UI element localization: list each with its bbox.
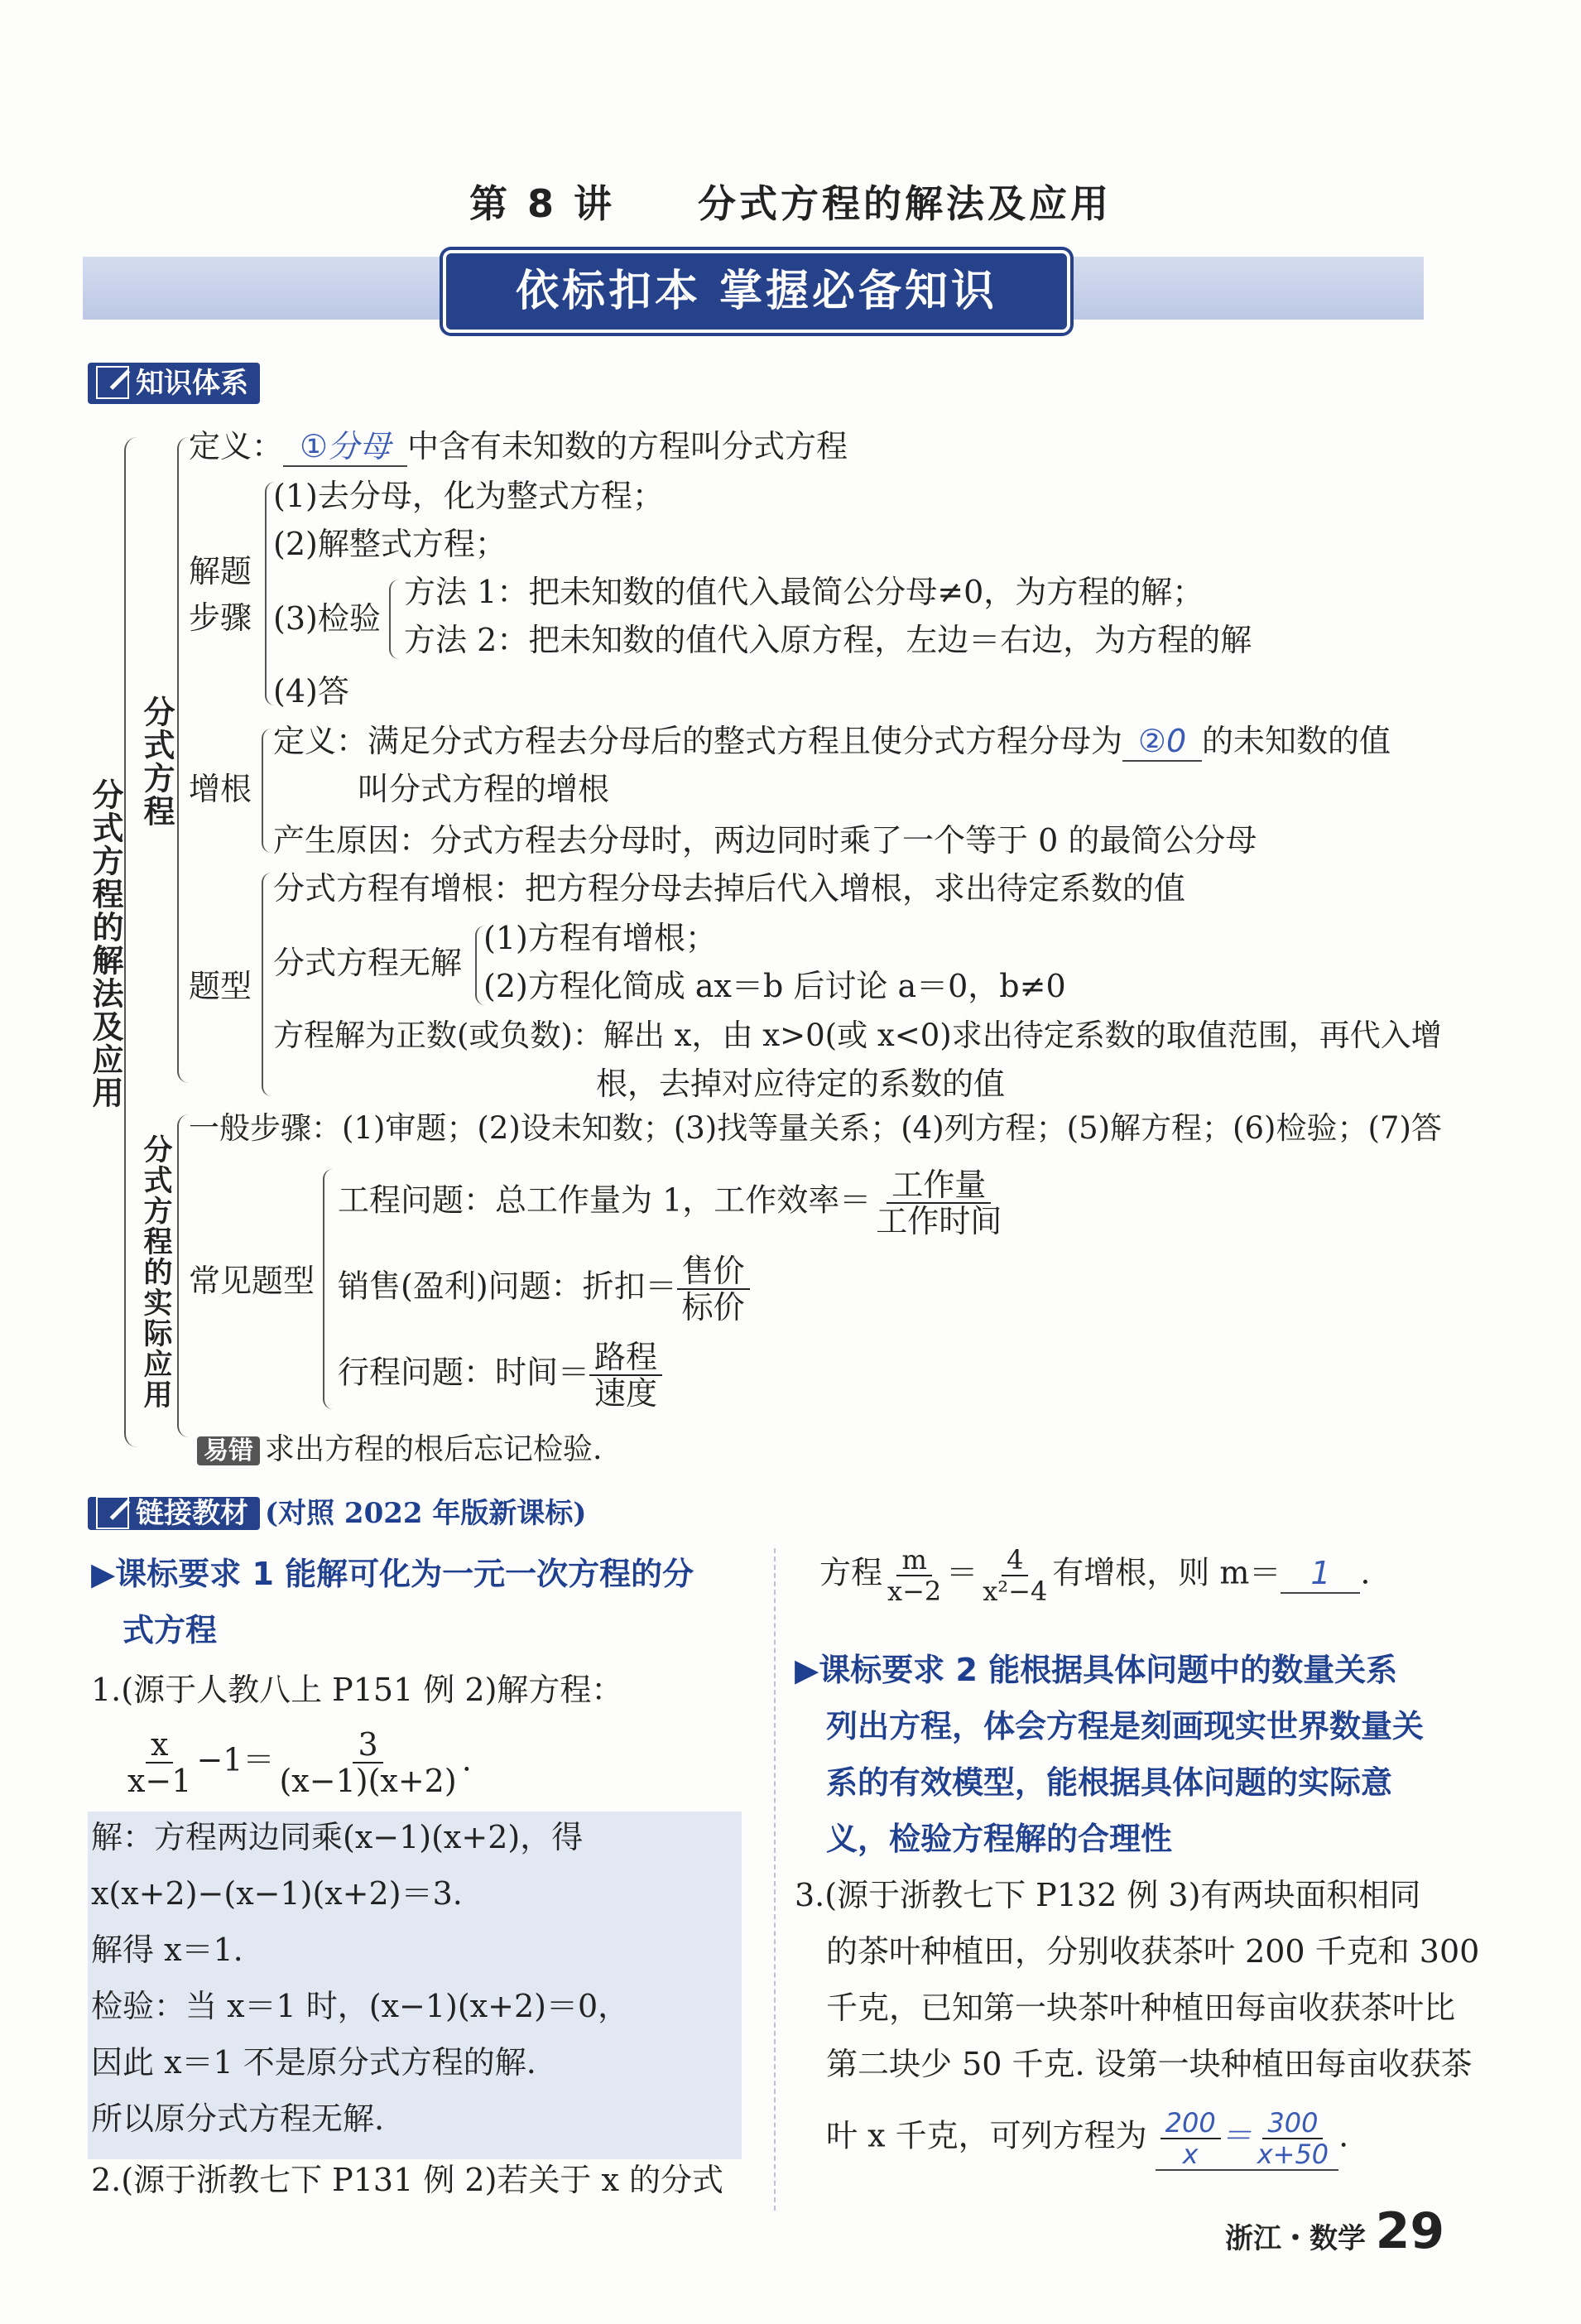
- section-tag-knowledge: [88, 363, 260, 404]
- method-2: 方法 2：把未知数的值代入原方程，左边＝右边，为方程的解: [404, 622, 1252, 658]
- work-denominator: 工作时间: [876, 1203, 1002, 1239]
- q2-f1-den: x−2: [887, 1576, 942, 1607]
- q3-a-num: 200: [1161, 2108, 1221, 2139]
- tixing-2a: (1)方程有增根；: [483, 920, 717, 956]
- question-3-line: 千克，已知第一块茶叶种植田每亩收获茶叶比: [826, 1990, 1456, 2026]
- requirement-2-line: 义，检验方程解的合理性: [826, 1821, 1173, 1857]
- work-problem: [338, 1167, 1007, 1239]
- tixing-2-label: 分式方程无解: [273, 945, 463, 981]
- zenggen-label: 增根: [189, 771, 252, 807]
- discount-fraction: [677, 1253, 750, 1325]
- check-brace: [389, 580, 399, 659]
- branch-application: 分式方程的实际应用: [139, 1134, 173, 1410]
- travel-prefix: 行程问题：时间＝: [338, 1354, 590, 1391]
- q3-a-den: x: [1182, 2139, 1199, 2170]
- question-3-line: 3.(源于浙教七下 P132 例 3)有两块面积相同: [795, 1877, 1421, 1913]
- requirement-2-line: 列出方程，体会方程是刻画现实世界数量关: [826, 1708, 1425, 1744]
- zenggen-brace: [262, 729, 272, 853]
- work-numerator: 工作量: [887, 1167, 991, 1204]
- section-label: 知识体系: [136, 367, 248, 400]
- solution-line: 检验：当 x＝1 时，(x−1)(x+2)＝0，: [91, 1988, 630, 2024]
- requirement-1-line1: ▶课标要求 1 能解可化为一元一次方程的分: [91, 1556, 694, 1592]
- question-3-last-line: [826, 2108, 1348, 2171]
- def-prefix: 定义：: [189, 428, 284, 464]
- branch-fractional-equation: 分式方程: [138, 695, 175, 828]
- q1-rhs-den: (x−1)(x+2): [279, 1763, 457, 1799]
- error-text: 求出方程的根后忘记检验.: [265, 1432, 603, 1466]
- sale-denominator: 标价: [681, 1289, 745, 1326]
- root-brace: [124, 437, 137, 1447]
- question-2-head: 2.(源于浙教七下 P131 例 2)若关于 x 的分式: [91, 2162, 724, 2198]
- q2-eq: ＝: [946, 1554, 978, 1591]
- branch2-brace: [177, 1114, 189, 1437]
- error-tag: 易错: [197, 1436, 260, 1465]
- def-suffix: 中含有未知数的方程叫分式方程: [407, 428, 848, 464]
- method-1: 方法 1：把未知数的值代入最简公分母≠0，为方程的解；: [404, 574, 1204, 610]
- q1-lhs-num: x: [146, 1727, 173, 1763]
- pen-icon: [96, 366, 129, 399]
- lecture-title: [0, 174, 1581, 229]
- q2-fraction-1: [882, 1545, 946, 1606]
- q3-last-prefix: 叶 x 千克，可列方程为: [826, 2117, 1147, 2154]
- requirement-2-line: 系的有效模型，能根据具体问题的实际意: [826, 1764, 1393, 1801]
- q2-prefix: 方程: [819, 1554, 883, 1591]
- requirement-2-line: ▶课标要求 2 能根据具体问题中的数量关系: [795, 1652, 1398, 1688]
- q3-end: .: [1338, 2117, 1349, 2154]
- zenggen-reason: 产生原因：分式方程去分母时，两边同时乘了一个等于 0 的最简公分母: [273, 822, 1257, 859]
- q2-end: .: [1360, 1554, 1371, 1591]
- column-divider: [774, 1548, 776, 2211]
- q1-rhs-num: 3: [353, 1727, 382, 1763]
- q1-end: .: [461, 1741, 472, 1778]
- steps-label: 解题步骤: [189, 553, 252, 636]
- tixing-3-line1: 方程解为正数(或负数)：解出 x，由 x>0(或 x<0)求出待定系数的取值范围，再代入增: [273, 1018, 1442, 1053]
- sale-prefix: 销售(盈利)问题：折扣＝: [338, 1268, 677, 1305]
- def-line: [189, 427, 848, 467]
- answer-blank-1: ①分母: [283, 427, 407, 467]
- tree-root-label: 分式方程的解法及应用: [87, 778, 124, 1109]
- tixing-3-line2: 根，去掉对应待定的系数的值: [596, 1066, 1006, 1102]
- q1-lhs-fraction: [123, 1727, 196, 1798]
- solution-line: 所以原分式方程无解.: [91, 2100, 385, 2137]
- step-1: (1)去分母，化为整式方程；: [273, 478, 664, 514]
- lecture-number: 第 8 讲: [469, 181, 615, 226]
- tixing-1: 分式方程有增根：把方程分母去掉后代入增根，求出待定系数的值: [273, 870, 1186, 907]
- step-3: (3)检验: [273, 600, 381, 637]
- answer-blank-q3: [1156, 2108, 1339, 2171]
- question-1-head: 1.(源于人教八上 P151 例 2)解方程：: [91, 1672, 623, 1708]
- step-4: (4)答: [273, 673, 349, 710]
- zenggen-def-suffix: 的未知数的值: [1202, 723, 1391, 759]
- q3-fraction-a: [1161, 2108, 1221, 2169]
- question-3-line: 第二块少 50 千克. 设第一块种植田每亩收获茶: [826, 2046, 1473, 2082]
- question-1-equation: [123, 1727, 472, 1798]
- zenggen-def-line2: 叫分式方程的增根: [358, 771, 610, 807]
- answer-blank-q2: 1: [1281, 1554, 1360, 1594]
- answer-blank-2: ②0: [1122, 722, 1202, 762]
- banner: 依标扣本 掌握必备知识: [443, 250, 1070, 333]
- q3-b-den: x+50: [1257, 2139, 1329, 2170]
- page-number: 29: [1375, 2202, 1445, 2260]
- sale-problem: [338, 1253, 750, 1325]
- error-note: [197, 1429, 602, 1469]
- solution-line: x(x+2)−(x−1)(x+2)＝3.: [91, 1875, 463, 1912]
- branch1-brace: [177, 437, 189, 1083]
- page-footer: [1225, 2202, 1444, 2260]
- travel-numerator: 路程: [589, 1340, 662, 1376]
- section-note: (对照 2022 年版新课标): [265, 1497, 587, 1530]
- question-3-line: 的茶叶种植田，分别收获茶叶 200 千克和 300: [826, 1933, 1480, 1970]
- q2-f2-num: 4: [1002, 1545, 1028, 1576]
- section-tag-textbook: [88, 1497, 260, 1530]
- tixing-label: 题型: [189, 968, 252, 1004]
- section-label: 链接教材: [136, 1497, 248, 1530]
- q2-suffix: 有增根，则 m＝: [1052, 1554, 1281, 1591]
- q1-lhs-den: x−1: [127, 1763, 192, 1799]
- q2-f1-num: m: [896, 1545, 931, 1576]
- sale-numerator: 售价: [677, 1253, 750, 1290]
- q1-rhs-fraction: [274, 1727, 461, 1798]
- step-2: (2)解整式方程；: [273, 526, 507, 562]
- pen-icon: [96, 1496, 129, 1529]
- solution-line: 因此 x＝1 不是原分式方程的解.: [91, 2044, 536, 2081]
- general-steps: 一般步骤：(1)审题；(2)设未知数；(3)找等量关系；(4)列方程；(5)解方程；(6)检验；(7)答: [189, 1110, 1442, 1146]
- q2-f2-den: x²−4: [983, 1576, 1048, 1607]
- section-textbook: [88, 1490, 586, 1534]
- solution-line: 解得 x＝1.: [91, 1932, 243, 1968]
- time-fraction: [589, 1340, 662, 1411]
- common-types-label: 常见题型: [189, 1263, 315, 1299]
- travel-denominator: 速度: [594, 1375, 658, 1412]
- question-2-equation: [819, 1545, 1371, 1606]
- zenggen-def: [273, 722, 1391, 762]
- q3-b-num: 300: [1262, 2108, 1323, 2139]
- page-title: 分式方程的解法及应用: [698, 181, 1112, 226]
- footer-region: 浙江・数学: [1225, 2222, 1366, 2255]
- zenggen-def-prefix: 定义：满足分式方程去分母后的整式方程且使分式方程分母为: [273, 723, 1123, 759]
- tixing-brace: [262, 873, 272, 1096]
- q2-fraction-2: [978, 1545, 1052, 1606]
- common-types-brace: [323, 1169, 333, 1409]
- requirement-1-line2: 式方程: [123, 1612, 218, 1648]
- q3-eq: ＝: [1220, 2117, 1252, 2154]
- work-prefix: 工程问题：总工作量为 1，工作效率＝: [338, 1181, 872, 1219]
- q3-fraction-b: [1252, 2108, 1334, 2169]
- solution-line: 解：方程两边同乘(x−1)(x+2)，得: [91, 1819, 584, 1855]
- travel-problem: [338, 1340, 662, 1411]
- work-efficiency-fraction: [871, 1167, 1007, 1239]
- tixing-2b: (2)方程化简成 ax＝b 后讨论 a＝0，b≠0: [483, 968, 1066, 1004]
- q1-mid: −1＝: [196, 1741, 275, 1778]
